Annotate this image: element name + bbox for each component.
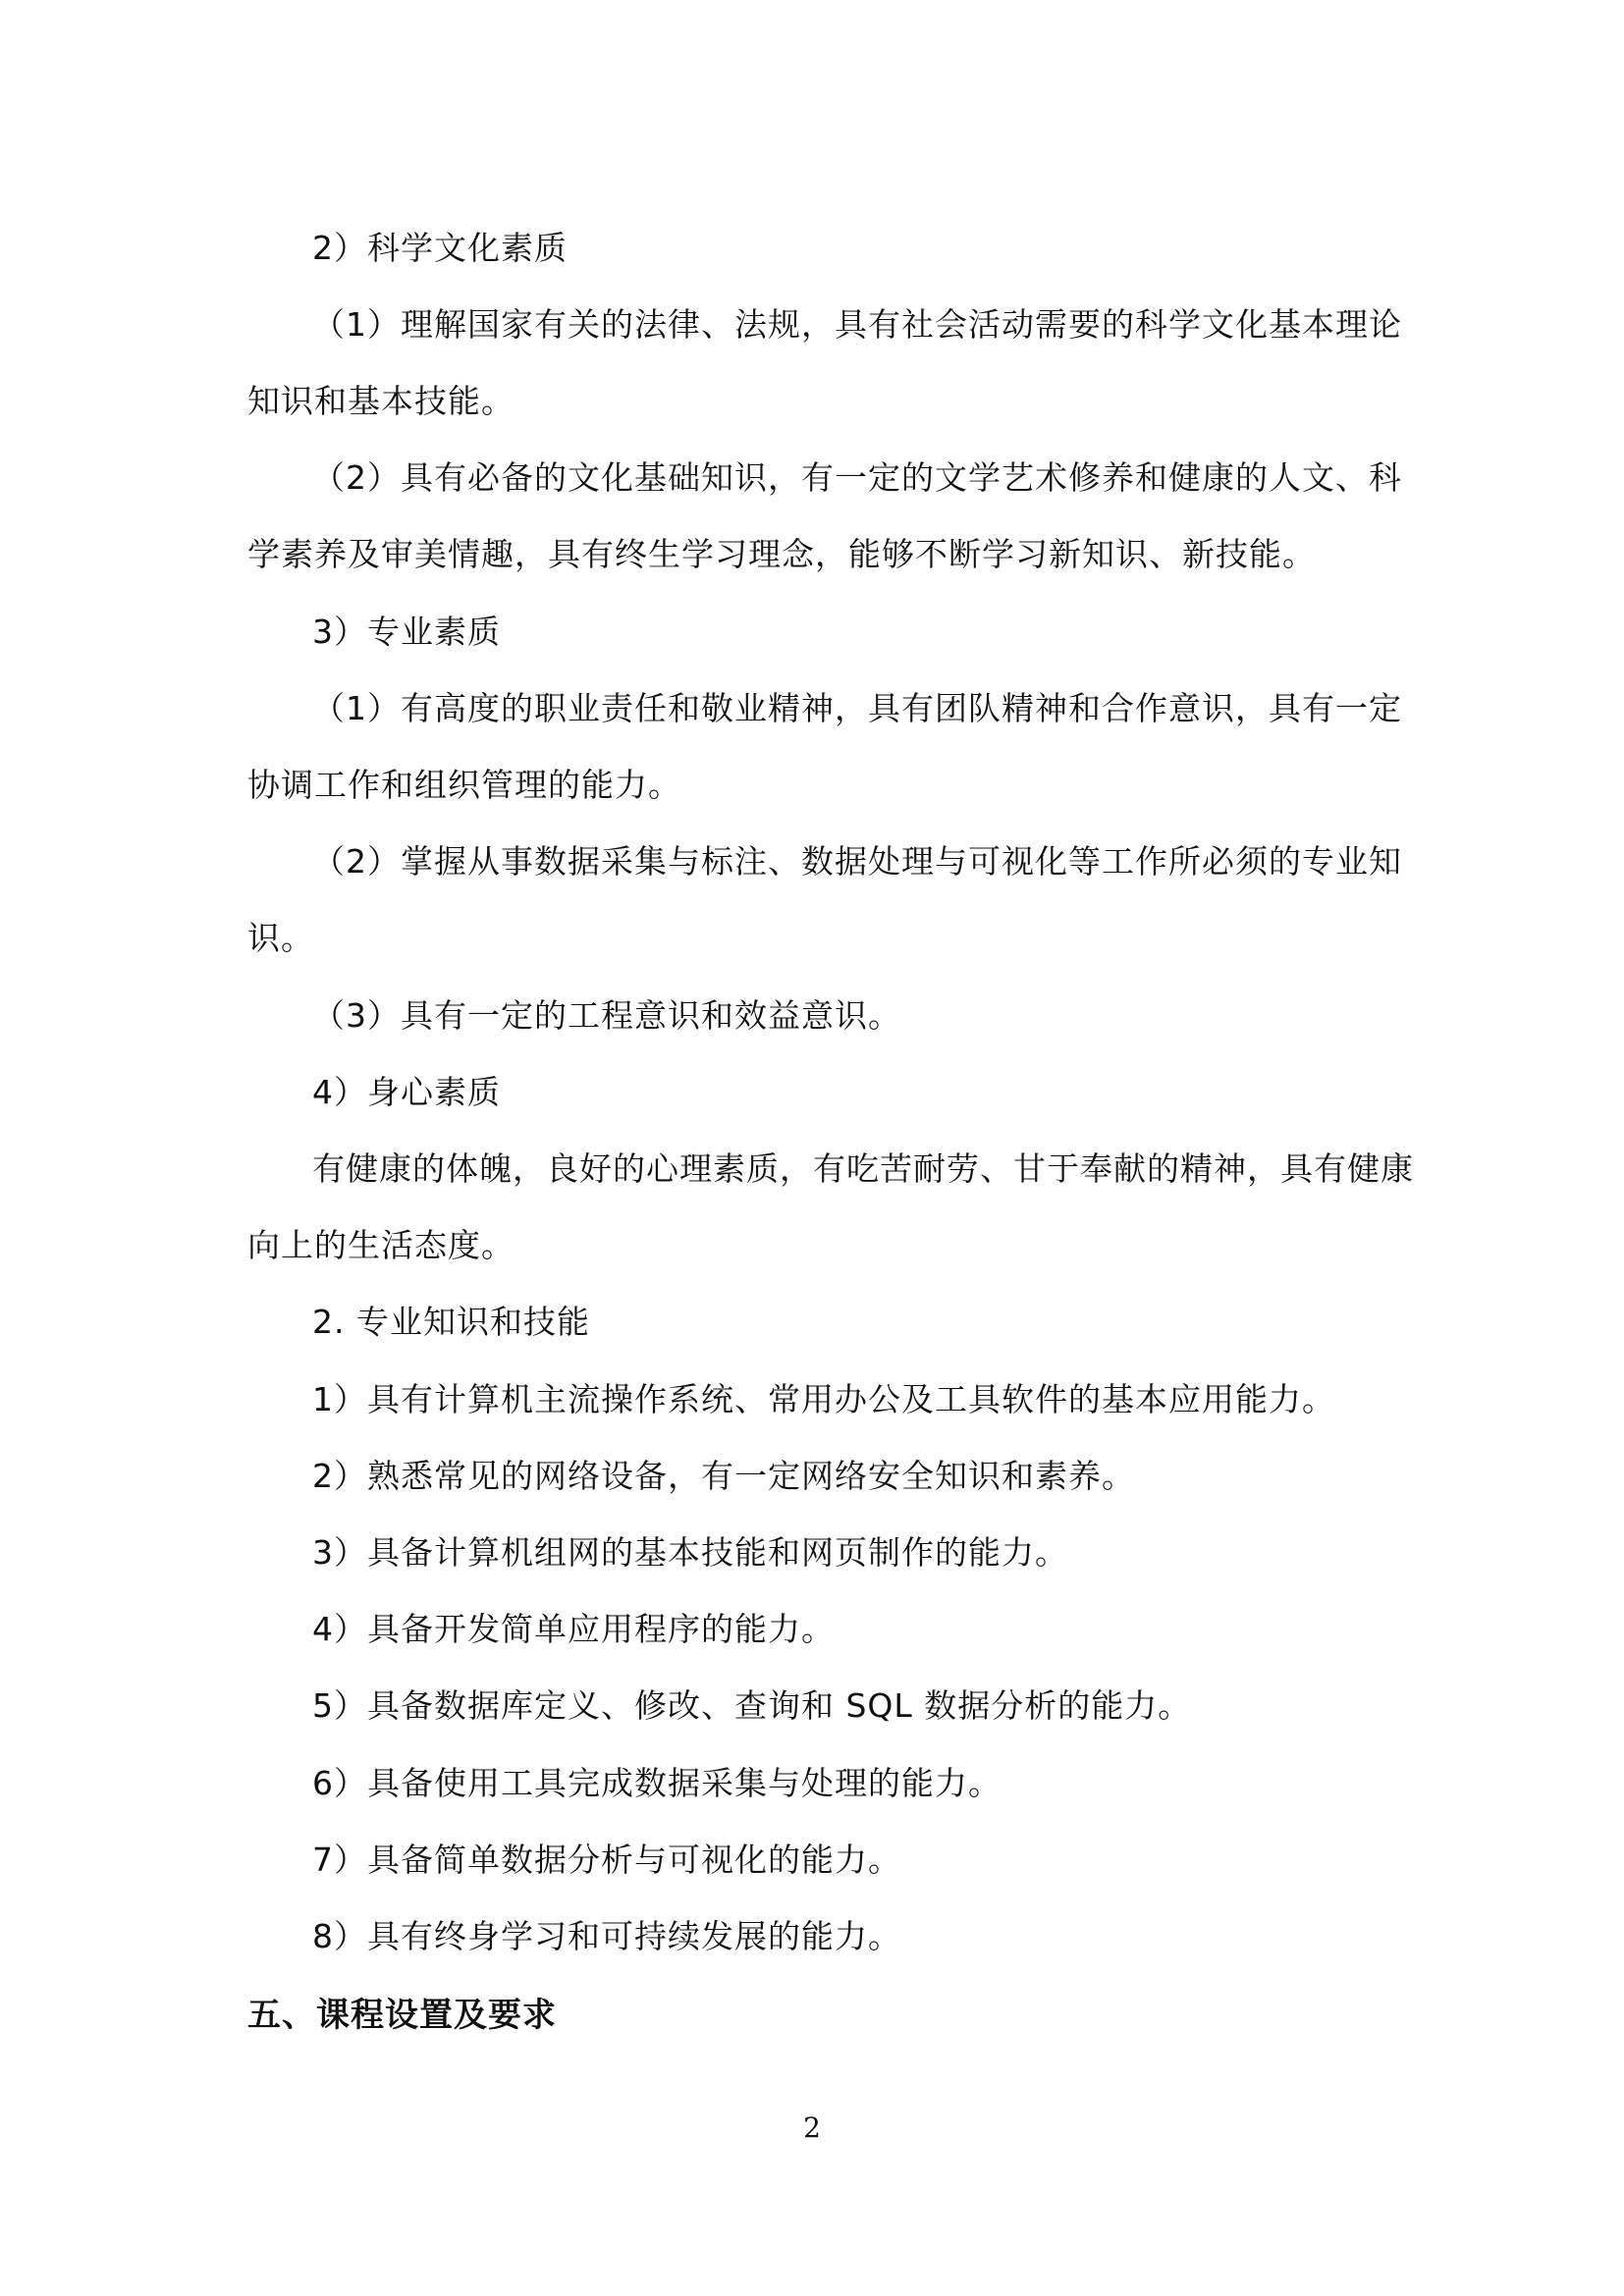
paragraph-line: （2）具有必备的文化基础知识，有一定的文学艺术修养和健康的人文、科 (312, 458, 1402, 497)
paragraph-line: （1）理解国家有关的法律、法规，具有社会活动需要的科学文化基本理论 (312, 305, 1402, 344)
paragraph-line: 向上的生活态度。 (247, 1226, 514, 1264)
list-item: 3）具备计算机组网的基本技能和网页制作的能力。 (312, 1533, 1068, 1572)
list-item: 1）具有计算机主流操作系统、常用办公及工具软件的基本应用能力。 (312, 1380, 1335, 1418)
list-item: 4）具备开发简单应用程序的能力。 (312, 1610, 835, 1648)
subheading-physical-mental: 4）身心素质 (312, 1073, 501, 1111)
section-heading: 五、课程设置及要求 (247, 1996, 557, 2035)
page-number: 2 (803, 2111, 821, 2144)
subheading-science-culture: 2）科学文化素质 (312, 229, 568, 267)
paragraph-line: （3）具有一定的工程意识和效益意识。 (312, 996, 901, 1035)
paragraph-line: 识。 (247, 919, 314, 957)
list-item: 8）具有终身学习和可持续发展的能力。 (312, 1917, 901, 1955)
paragraph-line: 学素养及审美情趣，具有终生学习理念，能够不断学习新知识、新技能。 (247, 535, 1316, 573)
list-item: 7）具备简单数据分析与可视化的能力。 (312, 1841, 901, 1879)
list-item: 6）具备使用工具完成数据采集与处理的能力。 (312, 1764, 1001, 1802)
paragraph-line: 知识和基本技能。 (247, 382, 514, 420)
list-item: 5）具备数据库定义、修改、查询和 SQL 数据分析的能力。 (312, 1686, 1192, 1725)
list-item: 2）熟悉常见的网络设备，有一定网络安全知识和素养。 (312, 1457, 1135, 1495)
paragraph-line: （2）掌握从事数据采集与标注、数据处理与可视化等工作所必须的专业知 (312, 842, 1402, 881)
paragraph-line: （1）有高度的职业责任和敬业精神，具有团队精神和合作意识，具有一定 (312, 689, 1402, 727)
subheading-knowledge-skills: 2. 专业知识和技能 (312, 1303, 590, 1341)
paragraph-line: 有健康的体魄，良好的心理素质，有吃苦耐劳、甘于奉献的精神，具有健康 (312, 1149, 1414, 1188)
subheading-professional: 3）专业素质 (312, 613, 501, 651)
paragraph-line: 协调工作和组织管理的能力。 (247, 766, 681, 804)
